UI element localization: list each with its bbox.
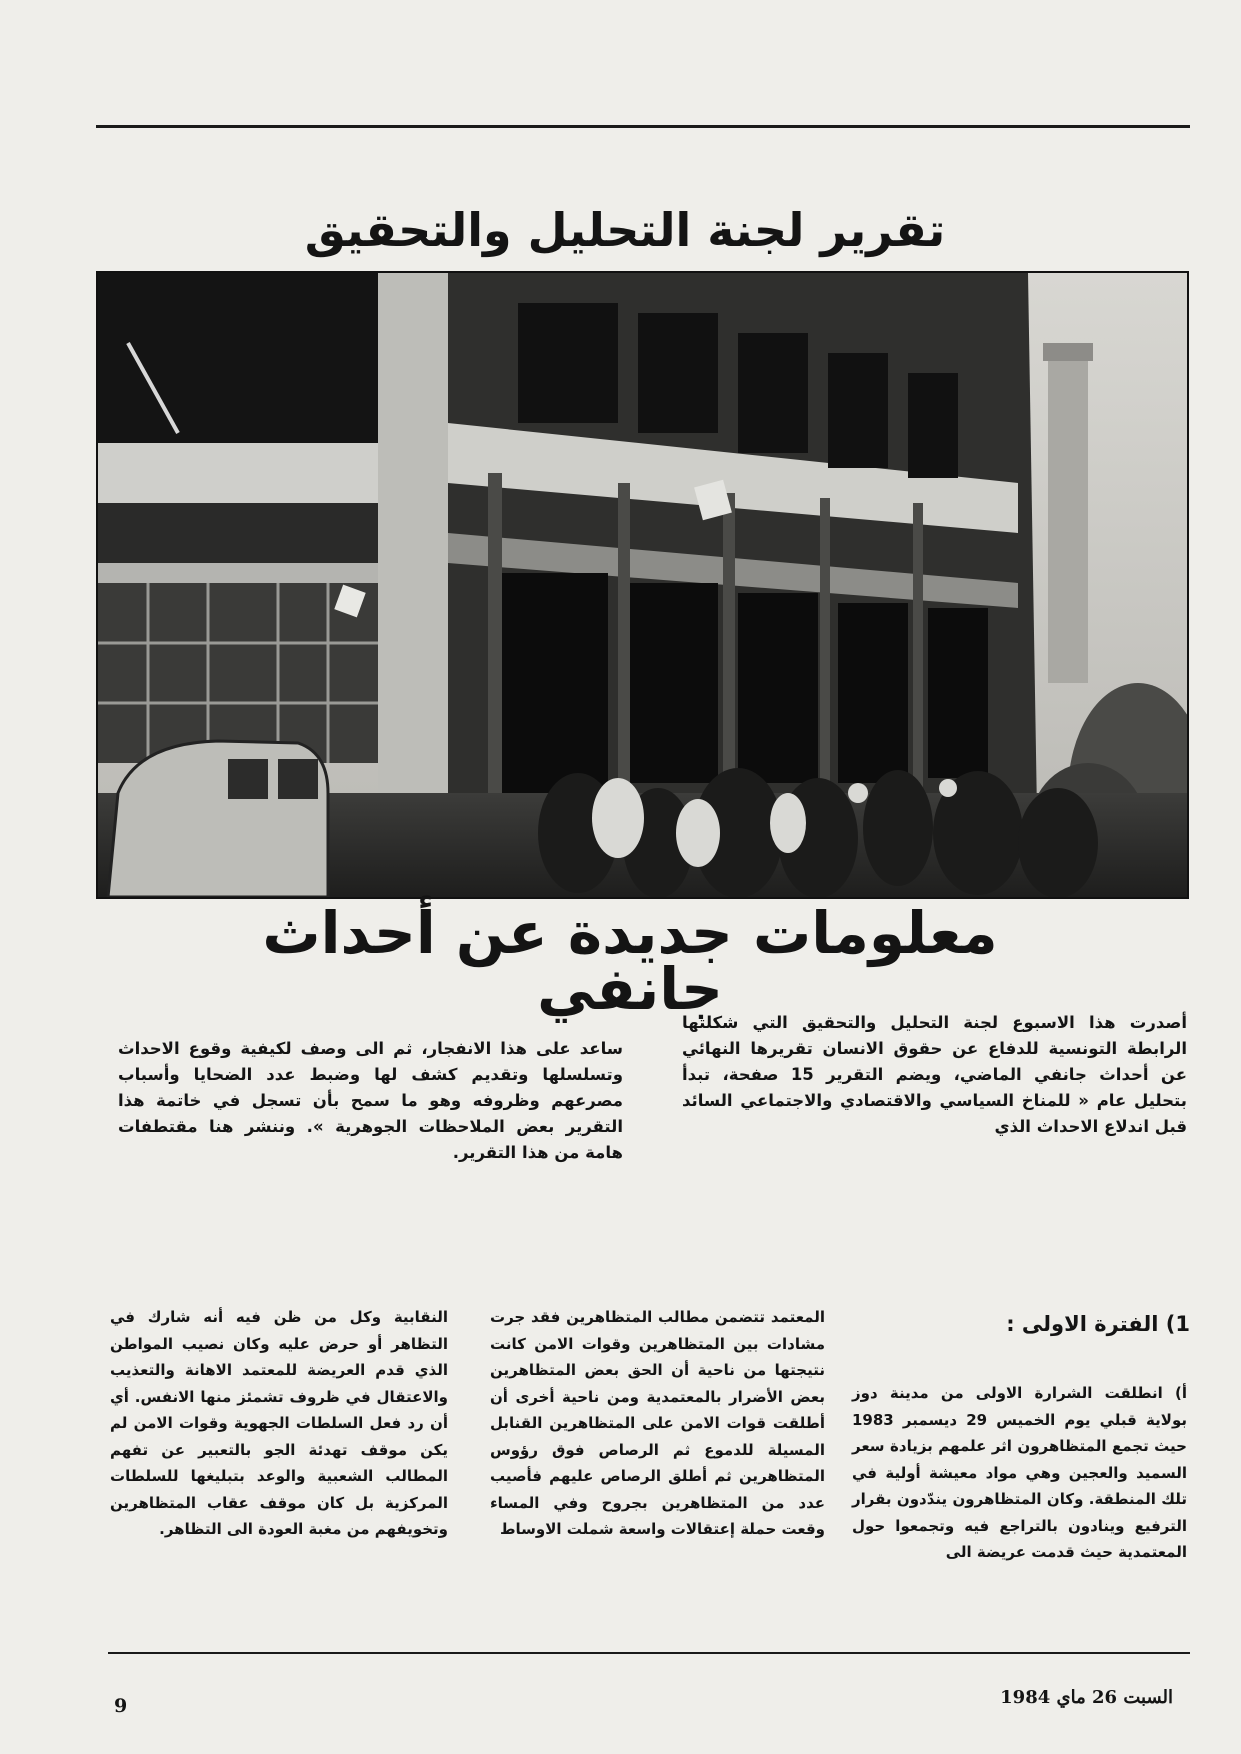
issue-date: السبت 26 ماي 1984 [1000, 1687, 1173, 1708]
article-kicker: تقرير لجنة التحليل والتحقيق [304, 203, 946, 257]
body-column-middle: المعتمد تتضمن مطالب المتظاهرين فقد جرت مشادات بين المتظاهرين وقوات الامن كانت نتيجتها من ناحية أن الحق بعض المتظاهرين بعض الأضرار بالمعتمدية ومن ناحية أخرى أن أطلقت قوات الامن على المتظاهرين القنابل المسيلة للدموع ثم الرصاص فوق رؤوس المتظاهرين ثم أطلق الرصاص عليهم فأصيب عدد من المتظاهرين بجروح وفي المساء وقعت حملة إعتقالات واسعة شملت الاوساط [490, 1308, 825, 1538]
intro-column-left: ساعد على هذا الانفجار، ثم الى وصف لكيفية وقوع الاحداث وتسلسلها وتقديم كشف لها وضبط عدد الضحايا وأسباب مصرعهم وظروفه وهو ما سمح بأن تسجل في خاتمة هذا التقرير بعض الملاحظات الجوهرية ». وننشر هنا مقتطفات هامة من هذا التقرير. [118, 1039, 623, 1162]
section-heading: 1) الفترة الاولى : [1006, 1312, 1190, 1336]
page-number: 9 [114, 1695, 128, 1717]
bottom-rule [108, 1652, 1190, 1654]
news-photo [96, 271, 1189, 899]
burned-building-photo [98, 273, 1187, 897]
article-headline: معلومات جديدة عن أحداث جانفي [262, 899, 998, 1023]
body-column-right: أ) انطلقت الشرارة الاولى من مدينة دوز بولاية قبلي يوم الخميس 29 ديسمبر 1983 حيث تجمع المتظاهرون اثر علمهم بزيادة سعر السميد والعجين وهي مواد معيشة أولية في تلك المنطقة. وكان المتظاهرون يندّدون بقرار الترفيع وينادون بالتراجع فيه وتجمعوا حول المعتمدية حيث قدمت عريضة الى [852, 1384, 1187, 1561]
body-column-left: النقابية وكل من ظن فيه أنه شارك في التظاهر أو حرض عليه وكان نصيب المواطن الذي قدم العريضة للمعتمد الاهانة والتعذيب والاعتقال في ظروف تشمئز منها الانفس. أي أن رد فعل السلطات الجهوية وقوات الامن لم يكن موقف تهدئة الجو بالتعبير عن تفهم المطالب الشعبية والوعد بتبليغها للسلطات المركزية بل كان موقف عقاب المتظاهرين وتخويفهم من مغبة العودة الى التظاهر. [110, 1308, 448, 1538]
top-rule [96, 125, 1190, 128]
intro-column-right: أصدرت هذا الاسبوع لجنة التحليل والتحقيق التي شكلتها الرابطة التونسية للدفاع عن حقوق الانسان تقريرها النهائي عن أحداث جانفي الماضي، ويضم التقرير 15 صفحة، تبدأ بتحليل عام « للمناخ السياسي والاقتصادي والاجتماعي السائد قبل اندلاع الاحداث الذي [682, 1013, 1188, 1136]
